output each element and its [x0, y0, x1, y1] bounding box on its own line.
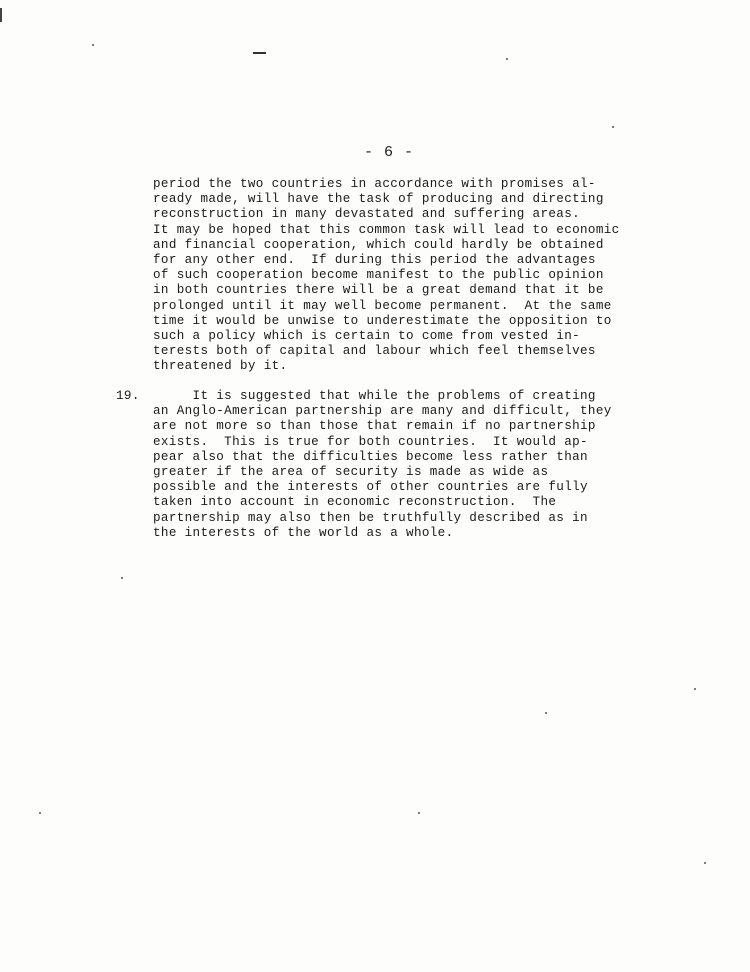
text-line: reconstruction in many devastated and suffering areas.: [153, 207, 581, 222]
scan-dash-mark: [253, 52, 266, 54]
text-line: It may be hoped that this common task will lead to economic: [153, 222, 620, 237]
text-line: pear also that the difficulties become less rather than: [153, 449, 588, 464]
scan-speck: [545, 712, 547, 714]
scan-speck: [92, 44, 94, 46]
text-line: terests both of capital and labour which feel themselves: [153, 344, 596, 359]
text-line: in both countries there will be a great demand that it be: [153, 283, 604, 298]
scan-speck: [39, 812, 41, 814]
text-line: greater if the area of security is made as wide as: [153, 464, 549, 479]
text-line: exists. This is true for both countries. It would ap-: [153, 434, 588, 449]
scan-speck: [121, 577, 123, 579]
text-line: ready made, will have the task of producing and directing: [153, 192, 604, 207]
scan-speck: [506, 58, 508, 60]
paragraph-continued: [153, 177, 620, 374]
scan-edge-mark: [0, 8, 2, 22]
scan-speck: [704, 862, 706, 864]
text-line: It is suggested that while the problems of creating: [153, 389, 596, 403]
text-line: possible and the interests of other countries are fully: [153, 480, 588, 495]
text-line: an Anglo-American partnership are many and difficult, they: [153, 404, 612, 419]
text-line: and financial cooperation, which could hardly be obtained: [153, 237, 604, 252]
text-line: partnership may also then be truthfully described as in: [153, 510, 588, 525]
paragraph-number: 19.: [116, 389, 140, 403]
text-line: of such cooperation become manifest to the public opinion: [153, 268, 604, 283]
text-line: such a policy which is certain to come from vested in-: [153, 328, 581, 343]
text-line: time it would be unwise to underestimate the opposition to: [153, 313, 612, 328]
scan-speck: [694, 688, 696, 690]
text-line: threatened by it.: [153, 359, 288, 374]
text-line: prolonged until it may well become permanent. At the same: [153, 298, 612, 313]
text-line: for any other end. If during this period the advantages: [153, 252, 596, 267]
text-line: taken into account in economic reconstruction. The: [153, 495, 557, 510]
scan-speck: [612, 126, 614, 128]
page-number: - 6 -: [364, 144, 415, 161]
text-line: period the two countries in accordance with promises al-: [153, 177, 596, 191]
text-line: are not more so than those that remain if no partnership: [153, 419, 596, 434]
text-line: the interests of the world as a whole.: [153, 525, 454, 540]
paragraph-19: [153, 389, 612, 541]
scan-speck: [418, 812, 420, 814]
